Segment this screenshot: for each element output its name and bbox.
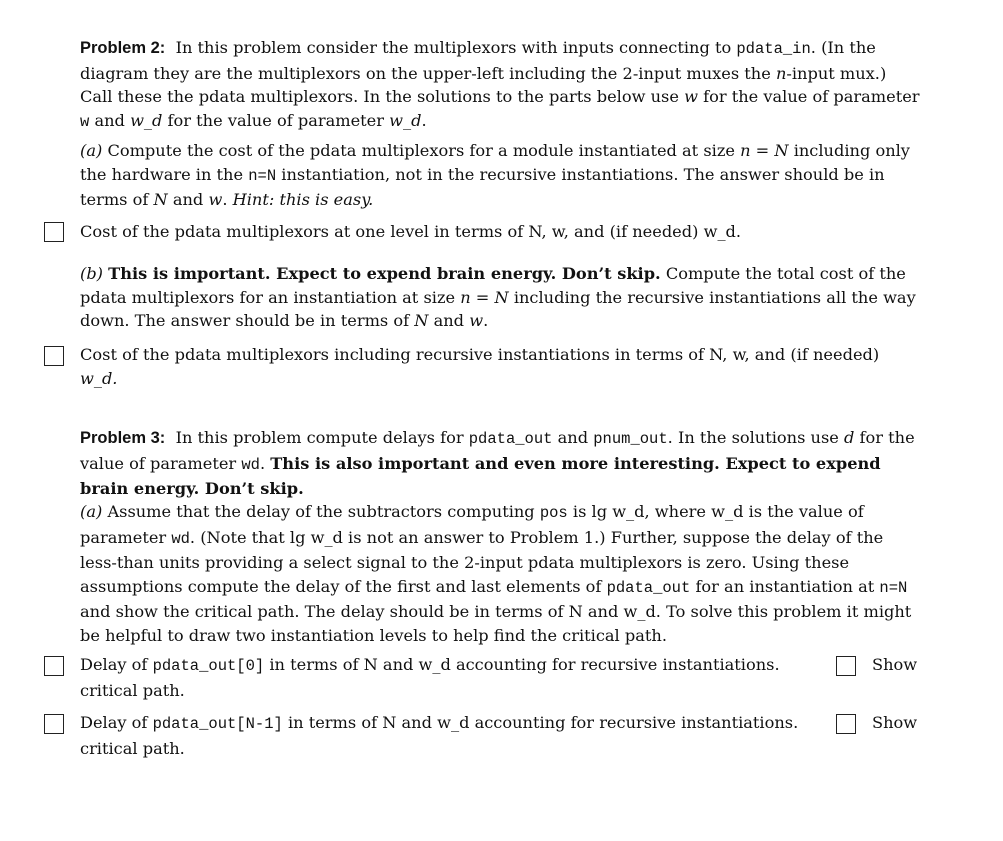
p2a-eq: n = N: [740, 141, 789, 160]
show-critical-path-checkbox-1[interactable]: [836, 656, 856, 676]
answer-first-a: Delay of: [80, 655, 148, 674]
show-label-2: Show: [872, 713, 918, 732]
p3a-t1: Assume that the delay of the subtractors computing: [107, 502, 535, 521]
code-wd: wd: [241, 455, 260, 474]
p2-intro-text-e: and: [94, 110, 125, 130]
p2a-text1: Compute the cost of the pdata multiplexors for a module instantiated at size: [107, 141, 735, 160]
p2a-and: and: [172, 190, 204, 209]
hint: Hint: this is easy.: [232, 190, 374, 209]
var-N: N: [153, 190, 168, 209]
part-a-label: (a): [80, 141, 103, 160]
answer-last-a: Delay of: [80, 713, 148, 732]
problem3-part-a: [80, 500, 920, 647]
answer-3a-last: [80, 711, 820, 760]
answer-2a-text: Cost of the pdata multiplexors at one level in terms of N, w, and (if needed) w_d.: [80, 222, 742, 241]
problem3-intro: [80, 426, 920, 501]
code-pdata-out: pdata_out: [468, 430, 553, 448]
p3-intro-bold: This is also important and even more interesting. Expect to expend brain energy. Don’t skip.: [80, 453, 881, 498]
p2-intro-text-c: -input mux.) Call these the pdata multiplexors. In the solutions to the parts below use: [80, 63, 887, 106]
answer-last-c: critical path.: [80, 738, 185, 758]
var-w: w: [684, 87, 698, 106]
answer-first-c: critical path.: [80, 680, 185, 700]
code-pdata-out-2: pdata_out: [606, 578, 691, 597]
p3a-t2: is lg w_d, where w_d is the value of parameter: [80, 502, 864, 547]
p2b-and: and: [433, 311, 465, 330]
code-pdata-out-0: pdata_out[0]: [152, 657, 265, 675]
code-pnum-out: pnum_out: [593, 430, 668, 448]
problem2-intro: [80, 36, 920, 134]
code-n-eq-N: n=N: [248, 166, 277, 185]
p2-intro-text-f: for the value of parameter: [167, 110, 384, 130]
code-pdata-in: pdata_in: [736, 40, 811, 58]
p2b-eq: n = N: [460, 287, 509, 307]
code-pos: pos: [539, 504, 568, 522]
var-w-a: w: [208, 190, 223, 209]
p2a-period: .: [222, 190, 228, 209]
problem2-heading: Problem 2:: [80, 39, 166, 57]
show-critical-path-checkbox-2[interactable]: [836, 714, 856, 734]
p2-intro-text: In this problem consider the multiplexors with inputs connecting to: [175, 38, 732, 57]
p2a-text2: including only the hardware in the: [80, 141, 910, 184]
answer-first-b: in terms of N and w_d accounting for recursive instantiations.: [269, 655, 780, 674]
p2-intro-text-b: . (In the diagram they are the multiplexors on the upper-left including the 2-input muxes the: [80, 38, 876, 83]
answer-last-b: in terms of N and w_d accounting for recursive instantiations.: [287, 713, 799, 732]
var-n: n: [775, 63, 787, 83]
answer-2b-line2: w_d.: [80, 368, 118, 388]
problem2-part-b: [80, 262, 920, 333]
p3a-t5: and show the critical path. The delay should be in terms of N and w_d. To solve this problem it might be helpful to draw two instantiation levels to help find the critical path.: [80, 602, 912, 645]
p3a-t3: . (Note that lg w_d is not an answer to Problem 1.) Further, suppose the delay of the less-than units providing a select signal to the 2-input pdata multiplexors is zero. Using these assumptions compute the delay of the first and last elements of: [80, 527, 884, 596]
code-n-eq-N-2: n=N: [879, 578, 908, 597]
answer-checkbox-2a[interactable]: [44, 222, 64, 242]
answer-3a-first: [80, 653, 820, 702]
p3-intro-and: and: [557, 428, 589, 447]
p3-part-a-label: (a): [80, 502, 103, 521]
problem3-heading: Problem 3:: [80, 429, 166, 447]
var-wd: w_d: [130, 110, 163, 130]
p3-intro-period: .: [259, 453, 266, 473]
p3a-t4: for an instantiation at: [695, 576, 875, 596]
p2b-end: .: [483, 311, 489, 330]
p2b-text2: including the recursive instantiations all the way down. The answer should be in terms of: [80, 287, 916, 330]
answer-checkbox-2b[interactable]: [44, 346, 64, 366]
answer-2b-text: [80, 343, 920, 390]
p2b-bold: This is important. Expect to expend brain energy. Don’t skip.: [108, 264, 661, 283]
p2a-text3: instantiation, not in the recursive instantiations. The answer should be in terms of: [80, 164, 885, 209]
var-N-b: N: [414, 311, 429, 330]
p3-intro-a: In this problem compute delays for: [175, 428, 464, 447]
answer-2b-line1: Cost of the pdata multiplexors including recursive instantiations in terms of N, w, and (if needed): [80, 345, 880, 364]
p2-intro-end: .: [421, 110, 427, 130]
problem2-part-a: [80, 139, 920, 212]
show-label-1: Show: [872, 655, 918, 674]
code-w: w: [80, 112, 90, 131]
p2-intro-text-d: for the value of parameter: [703, 87, 920, 106]
var-wd-2: w_d: [389, 110, 422, 130]
answer-checkbox-3a-last[interactable]: [44, 714, 64, 734]
var-d: d: [844, 428, 855, 447]
code-pdata-out-N-1: pdata_out[N-1]: [152, 715, 283, 733]
p3-intro-c: for the value of parameter: [80, 428, 915, 473]
part-b-label: (b): [80, 264, 103, 283]
code-wd-2: wd: [171, 529, 190, 548]
p2b-text1: Compute the total cost of the pdata multiplexors for an instantiation at size: [80, 264, 906, 307]
var-w-b: w: [469, 311, 484, 330]
p3-intro-b: . In the solutions use: [667, 428, 839, 447]
answer-checkbox-3a-first[interactable]: [44, 656, 64, 676]
